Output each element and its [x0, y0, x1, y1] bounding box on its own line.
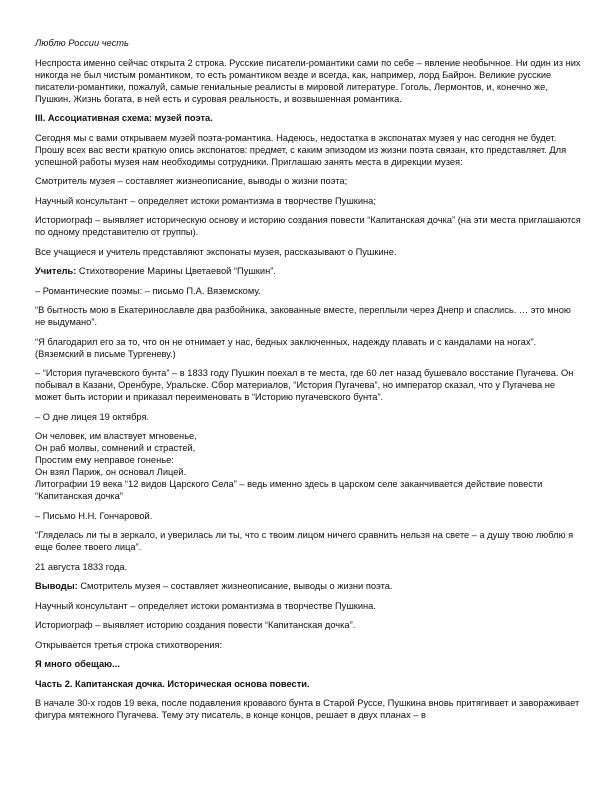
role-historiographer: Историограф – выявляет историческую основу и историю создания повести “Капитанская дочка” (на эти места приглашаются по одному представителю от группы).	[35, 215, 581, 237]
poem-line: Простим ему неправое гоненье:	[35, 455, 174, 465]
document-page	[35, 37, 581, 721]
quote-ekaterinoslav: “В бытность мою в Екатеринославле два разбойника, закованные вместе, переплыли через Днепр и спаслись. … это мною не выдумано”.	[35, 305, 571, 327]
poem-block	[35, 430, 581, 478]
section-title: III. Ассоциативная схема: музей поэта.	[35, 113, 213, 123]
museum-paragraph: Сегодня мы с вами открываем музей поэта-романтика. Надеюсь, недостатка в экспонатах музея у нас сегодня не будет. Прошу всех вас вести краткую опись экспонатов: предмет, с каким эпизодом из жизни поэта связан, кто представляет. Для успешной работы музея нам необходимы сотрудники. Приглашаю занять места в дирекции музея:	[35, 132, 567, 167]
third-line-paragraph: Открывается третья строка стихотворения:	[35, 639, 223, 650]
lyceum-line: – О дне лицея 19 октября.	[35, 411, 150, 422]
role-consultant: Научный консультант – определяет истоки романтизма в творчестве Пушкина;	[35, 195, 376, 206]
poem-line: Он человек, им властвует мгновенье,	[35, 431, 197, 441]
quote-vyazemsky: “Я благодарил его за то, что он не отнимает у нас, бедных заключенных, надежду плавать и с кандалами на ногах”. (Вяземский в письме Тургеневу.)	[35, 336, 537, 359]
poem-line: Он взял Париж, он основал Лицей.	[35, 467, 187, 477]
history-paragraph: – “История пугачевского бунта” – в 1833 году Пушкин поехал в те места, где 60 лет назад бушевало восстание Пугачева. Он побывал в Казани, Оренбуре, Уральске. Сбор материалов, “История Пугачева”, но император сказал, что у Пугачева не может быть истории и приказал переименовать в “Историю пугачевского бунта”.	[35, 368, 574, 402]
letter-line: – Письмо Н.Н. Гончаровой.	[35, 510, 153, 521]
conclusions-text: Смотритель музея – составляет жизнеописание, выводы о жизни поэта.	[77, 581, 393, 591]
teacher-text: Стихотворение Марины Цветаевой “Пушкин”.	[76, 266, 276, 276]
quote-goncharova: “Гляделась ли ты в зеркало, и уверилась ли ты, что с твоим лицом ничего сравнить нельзя на свете – а душу твою люблю я еще более твоего лица”.	[35, 530, 574, 552]
poem-line: Он раб молвы, сомнений и страстей,	[35, 443, 196, 453]
conclusion-consultant: Научный консультант – определяет истоки романтизма в творчестве Пушкина.	[35, 600, 376, 611]
conclusions-line	[35, 580, 581, 592]
conclusions-label: Выводы:	[35, 581, 78, 591]
epigraph-heading: Люблю России честь	[35, 38, 129, 48]
conclusion-historiographer: Историограф – выявляет историю создания повести “Капитанская дочка”.	[35, 620, 356, 630]
exhibits-paragraph: Все учащиеся и учитель представляют экспонаты музея, рассказывают о Пушкине.	[35, 246, 397, 257]
intro-paragraph: Неспроста именно сейчас открыта 2 строка. Русские писатели-романтики сами по себе – явление необычное. Ни один из них никогда не был чистым романтиком, то есть романтиком везде и всегда, как, например, лорд Байрон. Великие русские писатели-романтики, пожалуй, самые гениальные реалисты в мировой литературе. Гоголь, Лермонтов, и, конечно же, Пушкин. Жизнь богата, в ней есть и суровая реальность, и возвышенная романтика.	[35, 57, 581, 104]
role-curator: Смотритель музея – составляет жизнеописание, выводы о жизни поэта;	[35, 176, 348, 186]
teacher-label: Учитель:	[35, 266, 77, 276]
teacher-line	[35, 265, 581, 277]
romantic-poems-line: – Романтические поэмы: – письмо П.А. Вяземскому.	[35, 285, 261, 296]
lithographs-paragraph: Литографии 19 века “12 видов Царского Села” – ведь именно здесь в царском селе заканчивается действие повести “Капитанская дочка”	[35, 479, 543, 501]
part2-title: Часть 2. Капитанская дочка. Историческая основа повести.	[35, 678, 310, 689]
date-line: 21 августа 1833 года.	[35, 561, 128, 572]
final-paragraph: В начале 30-х годов 19 века, после подавления кровавого бунта в Старой Руссе, Пушкина вновь притягивает и завораживает фигура мятежного Пугачева. Тему эту писатель, в конце концов, решает в двух планах – в	[35, 698, 580, 720]
promise-line: Я много обещаю...	[35, 659, 120, 669]
